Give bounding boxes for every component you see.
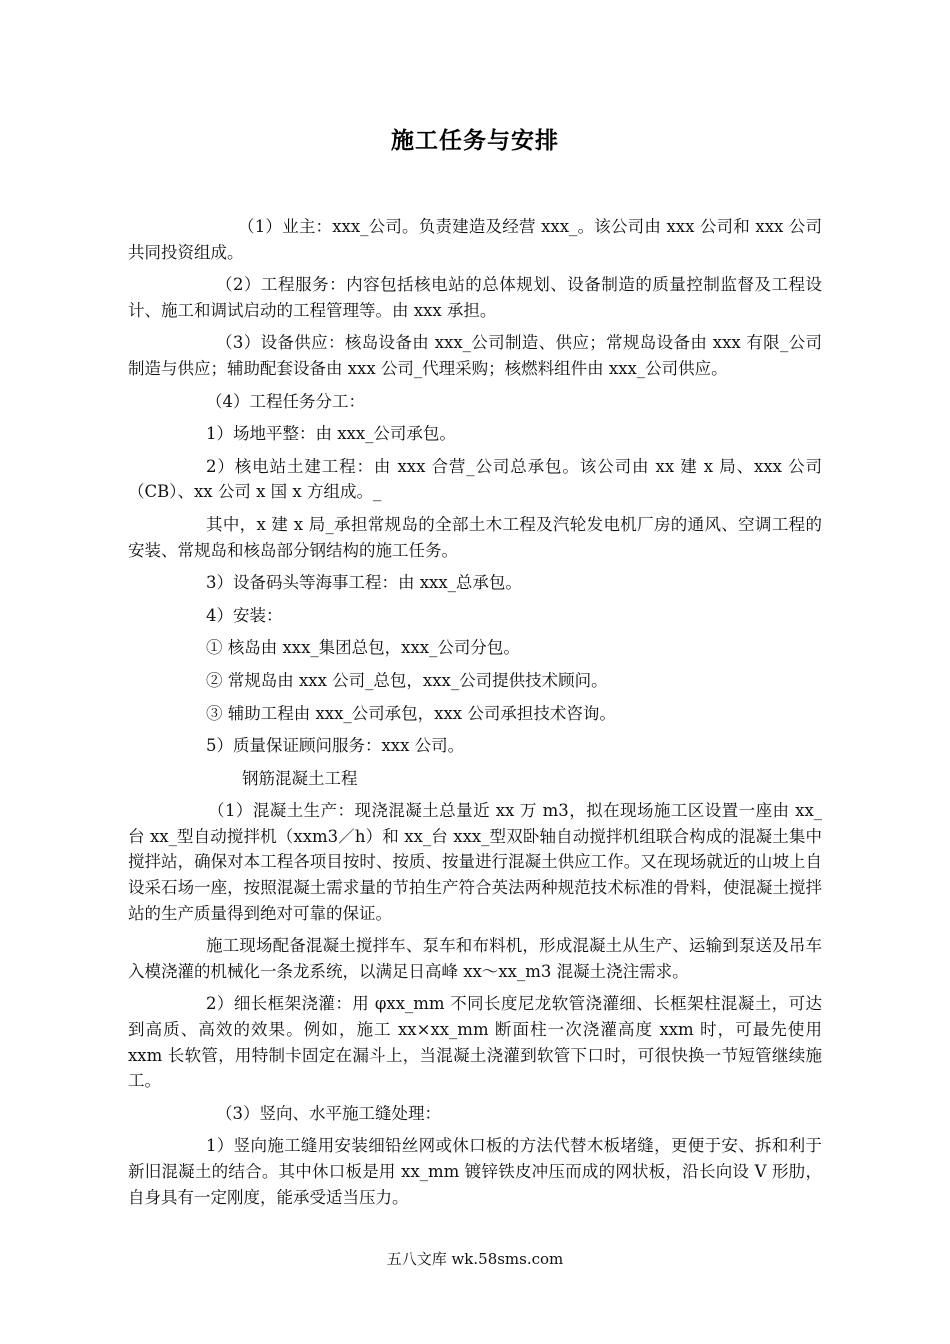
paragraph-owner: （1）业主：xxx_公司。负责建造及经营 xxx_。该公司由 xxx 公司和 xxx 公司共同投资组成。: [128, 217, 822, 262]
list-item-conventional-island: ② 常规岛由 xxx 公司_总包，xxx_公司提供技术顾问。: [206, 670, 608, 690]
paragraph-bureau-tasks: 其中，x 建 x 局_承担常规岛的全部土木工程及汽轮发电机厂房的通风、空调工程的安装、常规岛和核岛部分钢结构的施工任务。: [128, 514, 822, 560]
paragraph-site-leveling: 1）场地平整：由 xxx_公司承包。: [206, 424, 456, 444]
paragraph-joint-treatment: （3）竖向、水平施工缝处理：: [216, 1103, 441, 1123]
paragraph-frame-pouring: 2）细长框架浇灌：用 φxx_mm 不同长度尼龙软管浇灌细、长框架柱混凝土，可达到高质、高效的效果。例如，施工 xx×xx_mm 断面柱一次浇灌高度 xxm 时，可最先使用 xxm 长软管，用特制卡固定在漏斗上，当混凝土浇灌到软管下口时，可很快换一节短管继续施工。: [128, 994, 822, 1091]
page-footer: 五八文库 wk.58sms.com: [386, 1250, 564, 1268]
paragraph-concrete-production: （1）混凝土生产：现浇混凝土总量近 xx 万 m3，拟在现场施工区设置一座由 xx_台 xx_型自动搅拌机（xxm3／h）和 xx_台 xxx_型双卧轴自动搅拌机组联合构成的混凝土集中搅拌站，确保对本工程各项目按时、按质、按量进行混凝土供应工作。又在现场就近的山坡上自设采石场一座，按照混凝土需求量的节拍生产符合英法两种规范技术标准的骨料，使混凝土搅拌站的生产质量得到绝对可靠的保证。: [128, 801, 822, 923]
paragraph-civil-works: 2）核电站土建工程：由 xxx 合营_公司总承包。该公司由 xx 建 x 局、xxx 公司（CB）、xx 公司 x 国 x 方组成。_: [128, 456, 822, 502]
paragraph-vertical-joint: 1）竖向施工缝用安装细铅丝网或休口板的方法代替木板堵缝，更便于安、拆和利于新旧混凝土的结合。其中休口板是用 xx_mm 镀锌铁皮冲压而成的网状板，沿长向设 V 形肋，自身具有一定刚度，能承受适当压力。: [128, 1136, 822, 1207]
paragraph-engineering-service: （2）工程服务：内容包括核电站的总体规划、设备制造的质量控制监督及工程设计、施工和调试启动的工程管理等。由 xxx 承担。: [128, 275, 822, 320]
page-title: 施工任务与安排: [391, 128, 559, 154]
paragraph-installation: 4）安装：: [206, 605, 283, 625]
paragraph-equipment-supply: （3）设备供应：核岛设备由 xxx_公司制造、供应；常规岛设备由 xxx 有限_公司制造与供应；辅助配套设备由 xxx 公司_代理采购；核燃料组件由 xxx_公司供应。: [128, 333, 822, 378]
paragraph-marine-works: 3）设备码头等海事工程：由 xxx_总承包。: [206, 573, 522, 593]
list-item-auxiliary-works: ③ 辅助工程由 xxx_公司承包，xxx 公司承担技术咨询。: [206, 703, 616, 723]
paragraph-task-division: （4）工程任务分工：: [206, 391, 365, 411]
paragraph-qa-service: 5）质量保证顾问服务：xxx 公司。: [206, 736, 465, 756]
document-body: [128, 214, 822, 1210]
section-heading-concrete: 钢筋混凝土工程: [242, 768, 358, 788]
paragraph-site-equipment: 施工现场配备混凝土搅拌车、泵车和布料机，形成混凝土从生产、运输到泵送及吊车入模浇灌的机械化一条龙系统，以满足日高峰 xx～xx_m3 混凝土浇注需求。: [128, 936, 822, 981]
list-item-nuclear-island: ① 核岛由 xxx_集团总包，xxx_公司分包。: [206, 638, 520, 658]
